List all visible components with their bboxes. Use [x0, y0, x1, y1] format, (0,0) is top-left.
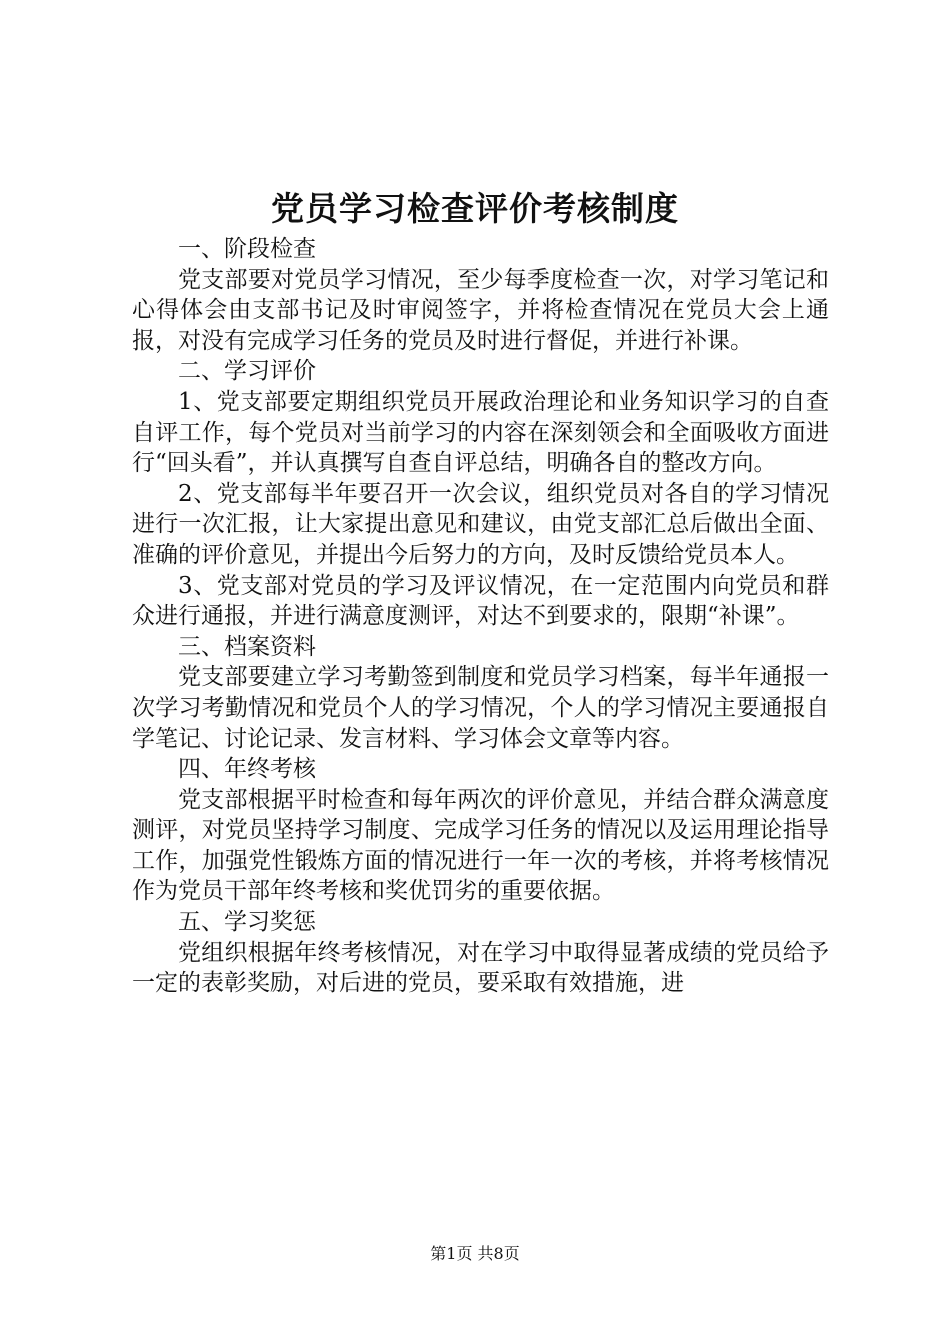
paragraph-rewards-penalties: 党组织根据年终考核情况，对在学习中取得显著成绩的党员给予一定的表彰奖励，对后进的党员，要采取有效措施，进 [132, 939, 829, 997]
paragraph-evaluation-item-3: 3、党支部对党员的学习及评议情况，在一定范围内向党员和群众进行通报，并进行满意度测评，对达不到要求的，限期“补课”。 [132, 572, 829, 630]
paragraph-evaluation-item-1: 1、党支部要定期组织党员开展政治理论和业务知识学习的自查自评工作，每个党员对当前学习的内容在深刻领会和全面吸收方面进行“回头看”，并认真撰写自查自评总结，明确各自的整改方向。 [132, 388, 829, 477]
page-number-footer: 第1页 共8页 [430, 1244, 520, 1263]
document-body [132, 234, 829, 999]
section-heading-annual-assessment: 四、年终考核 [178, 756, 316, 783]
paragraph-annual-assessment: 党支部根据平时检查和每年两次的评价意见，并结合群众满意度测评，对党员坚持学习制度、完成学习任务的情况以及运用理论指导工作，加强党性锻炼方面的情况进行一年一次的考核，并将考核情况作为党员干部年终考核和奖优罚劣的重要依据。 [132, 786, 829, 905]
section-heading-study-evaluation: 二、学习评价 [178, 358, 316, 385]
paragraph-evaluation-item-2: 2、党支部每半年要召开一次会议，组织党员对各自的学习情况进行一次汇报，让大家提出意见和建议，由党支部汇总后做出全面、准确的评价意见，并提出今后努力的方向，及时反馈给党员本人。 [132, 480, 829, 568]
paragraph-archives: 党支部要建立学习考勤签到制度和党员学习档案，每半年通报一次学习考勤情况和党员个人的学习情况，个人的学习情况主要通报自学笔记、讨论记录、发言材料、学习体会文章等内容。 [132, 664, 829, 752]
section-heading-stage-check: 一、阶段检查 [178, 236, 316, 262]
document-title: 党员学习检查评价考核制度 [271, 189, 679, 228]
paragraph-stage-check: 党支部要对党员学习情况，至少每季度检查一次，对学习笔记和心得体会由支部书记及时审阅签字，并将检查情况在党员大会上通报，对没有完成学习任务的党员及时进行督促，并进行补课。 [132, 266, 829, 354]
section-heading-rewards-penalties: 五、学习奖惩 [178, 909, 316, 936]
section-heading-archives: 三、档案资料 [178, 633, 316, 660]
